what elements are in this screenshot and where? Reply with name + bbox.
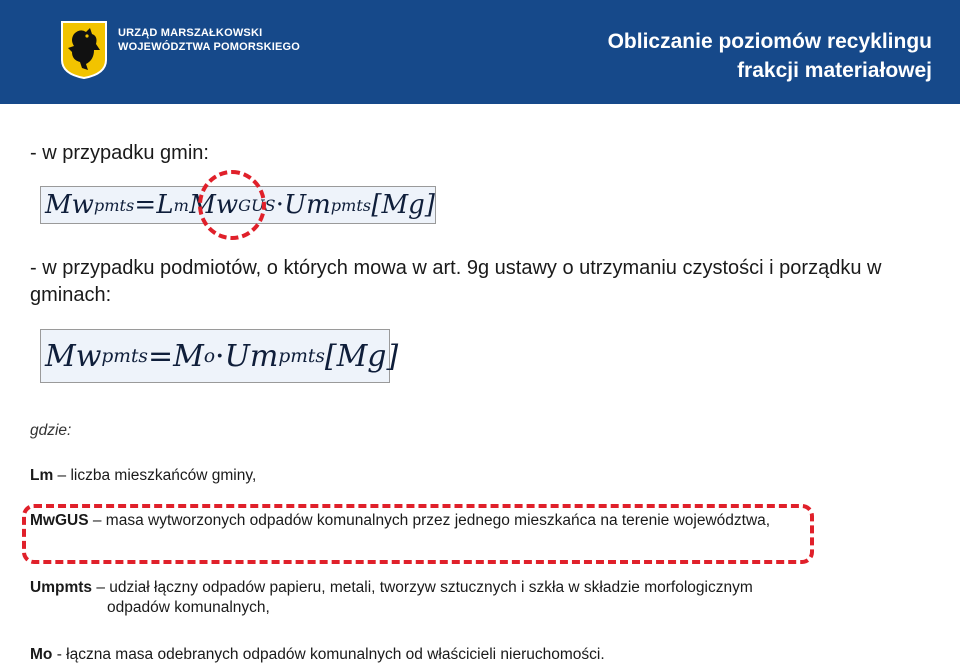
logo xyxy=(60,20,300,80)
header-bar xyxy=(0,0,960,104)
formula-term: M xyxy=(173,338,204,374)
formula-term: Mw xyxy=(45,338,102,374)
slide-title-line2: frakcji materiałowej xyxy=(737,59,932,82)
highlight-box xyxy=(22,504,814,564)
formula-subscript: m xyxy=(173,195,189,215)
formula-term: Mw xyxy=(45,190,94,220)
formula-equals: = xyxy=(134,190,157,220)
definition-lm xyxy=(30,466,256,486)
formula-dot: · xyxy=(215,338,225,374)
definition-term: Lm xyxy=(30,467,54,484)
formula-term: Um xyxy=(224,338,279,374)
formula-unit: [Mg] xyxy=(324,338,399,374)
formula-podmioty xyxy=(40,329,399,383)
definition-umpmts xyxy=(30,578,930,618)
definition-mo xyxy=(30,645,605,665)
formula-subscript: pmts xyxy=(278,345,325,367)
definition-text: – liczba mieszkańców gminy, xyxy=(53,467,257,484)
definition-term: Mo xyxy=(30,646,53,663)
formula-subscript: GUS xyxy=(238,195,276,215)
slide-title-line1: Obliczanie poziomów recyklingu xyxy=(607,30,932,53)
formula-subscript: pmts xyxy=(101,345,148,367)
formula-dot: · xyxy=(275,190,284,220)
definition-text: – udział łączny odpadów papieru, metali, tworzyw sztucznych i szkła w składzie morfologicznym xyxy=(92,579,753,596)
definition-text: - łączna masa odebranych odpadów komunalnych od właścicieli nieruchomości. xyxy=(52,646,605,663)
definition-term: MwGUS xyxy=(30,512,89,529)
highlight-circle xyxy=(198,170,266,240)
definition-term: Umpmts xyxy=(30,579,93,596)
formula-term: L xyxy=(156,190,174,220)
slide-title xyxy=(512,27,932,85)
logo-text-line2: WOJEWÓDZTWA POMORSKIEGO xyxy=(118,41,301,53)
bullet-podmioty: - w przypadku podmiotów, o których mowa w art. 9g ustawy o utrzymaniu czystości i porządku w gminach: xyxy=(30,257,882,306)
formula-subscript: pmts xyxy=(330,195,372,215)
definitions-intro: gdzie: xyxy=(30,422,72,439)
formula-subscript: pmts xyxy=(93,195,135,215)
definition-text-continued: odpadów komunalnych, xyxy=(107,599,270,616)
definition-text: – masa wytworzonych odpadów komunalnych przez jednego mieszkańca na terenie województwa, xyxy=(88,512,771,529)
griffin-crest-icon xyxy=(60,20,108,80)
formula-subscript: o xyxy=(203,345,216,367)
formula-unit: [Mg] xyxy=(371,190,435,220)
formula-equals: = xyxy=(147,338,174,374)
formula-term: Um xyxy=(284,190,331,220)
bullet-gmin: - w przypadku gmin: xyxy=(30,142,209,164)
logo-text-line1: URZĄD MARSZAŁKOWSKI xyxy=(118,27,263,39)
formula-term: Mw xyxy=(189,190,239,220)
